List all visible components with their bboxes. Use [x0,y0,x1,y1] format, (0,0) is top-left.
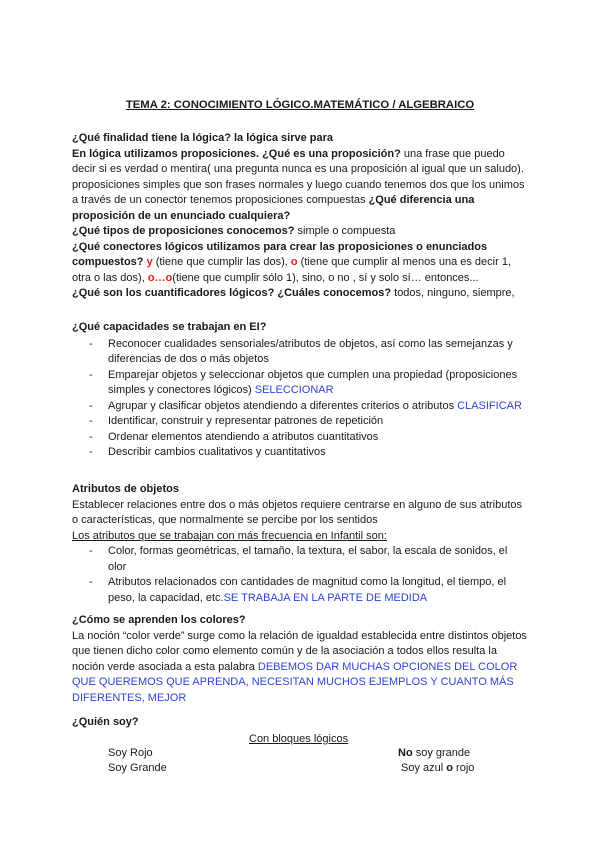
atributos-list [72,544,528,606]
o-word: o [446,762,453,774]
connector-o: o [290,256,298,268]
list-item-text: Reconocer cualidades sensoriales/atributos de objetos, así como las semejanzas y diferencias de dos o más objetos [108,337,513,365]
no-word: No [398,747,413,759]
list-item-text: Agrupar y clasificar objetos atendiendo a diferentes criterios o atributos [108,399,458,412]
cuantificadores-question-text: ¿Qué son los cuantificadores lógicos? ¿Cuáles conocemos? [72,287,392,299]
colores-note: DEBEMOS DAR MUCHAS OPCIONES DEL COLOR QUE QUEREMOS QUE APRENDA, NECESITAN MUCHOS EJEMPLOS Y CUANTO MÁS DIFERENTES, MEJOR [72,660,518,704]
colores-text: La noción “color verde” surge como la relación de igualdad establecida entre distintos objetos que tienen dicho color como elemento común y de la asociación a todos ellos resulta la noción verde asociada a esta palabra [72,629,527,673]
atributos-subheading: Los atributos que se trabajan con más frecuencia en Infantil son: [72,529,387,542]
tipos-question-text: ¿Qué tipos de proposiciones conocemos? [72,225,295,237]
colores-heading: ¿Cómo se aprenden los colores? [72,614,246,626]
connector-y: y [143,256,153,268]
tipos-answer: simple o compuesta [294,225,396,237]
list-item-text: Identificar, construir y representar patrones de repetición [108,415,384,427]
quien-soy-row-1 [72,746,528,762]
soy-azul-text: Soy azul [401,762,447,774]
list-item [72,414,528,430]
list-item [72,399,528,415]
list-item [72,445,528,461]
list-item [72,430,528,446]
bloques-logicos-label: Con bloques lógicos [249,733,349,745]
atributos-section [72,482,528,606]
connector-o-text: (tiene que cumplir al menos una es decir 1, otra o las dos), [72,256,511,284]
list-item-text: Ordenar elementos atendiendo a atributos cuantitativos [108,430,379,443]
soy-azul-o-rojo [401,761,474,777]
list-item [72,368,528,399]
proposicion-question: En lógica utilizamos proposiciones. ¿Qué es una proposición? [72,147,401,160]
finalidad-question-text: ¿Qué finalidad tiene la lógica? [72,132,231,144]
connector-o-o: o…o [147,271,173,284]
finalidad-question [72,131,528,147]
quien-soy-section [72,715,528,731]
proposicion-answer: una frase que puedo decir si es verdad o mentira( una pregunta nunca es una proposición al igual que un saludo). proposiciones simples que son frases normales y luego cuando tenemos dos que los unimos a través de un conector tenemos proposiciones compuestas [72,147,525,206]
diferencia-question: ¿Qué diferencia una proposición de un enunciado cualquiera? [72,194,475,222]
logic-section [72,131,528,302]
no-soy-grande [398,746,470,762]
tipos-question [72,224,528,240]
colores-section [72,613,528,706]
cuantificadores-question [72,286,528,302]
quien-soy-row-2 [72,761,528,777]
connector-y-text: (tiene que cumplir las dos), [152,256,291,268]
list-item-text: Describir cambios cualitativos y cuantitativos [108,446,326,458]
atributos-paragraph: Establecer relaciones entre dos o más objetos requiere centrarse en alguno de sus atributos o características, que normalmente se percibe por los sentidos [72,498,523,526]
colores-paragraph [72,629,528,707]
capacidades-list [72,337,528,461]
conectores-paragraph [72,240,528,287]
soy-grande: Soy Grande [108,762,167,774]
list-item-note: SE TRABAJA EN LA PARTE DE MEDIDA [223,591,428,604]
connector-o-o-text: (tiene que cumplir sólo 1), sino, o no , sí y solo sí… entonces... [172,271,479,284]
capacidades-section [72,320,528,461]
list-item-text: Color, formas geométricas, el tamaño, la textura, el sabor, la escala de sonidos, el olor [108,545,508,573]
rojo-text: rojo [452,762,475,774]
finalidad-answer: la lógica sirve para [230,132,334,144]
list-item [72,337,528,368]
list-item [72,544,528,575]
list-item-text: Atributos relacionados con cantidades de magnitud como la longitud, el tiempo, el peso, la capacidad, etc. [108,576,507,604]
proposicion-paragraph [72,147,528,225]
list-item-note: CLASIFICAR [457,399,522,412]
capacidades-heading: ¿Qué capacidades se trabajan en EI? [72,321,267,333]
list-item-text: Emparejar objetos y seleccionar objetos que cumplen una propiedad (proposiciones simples y conectores lógicos) [108,368,518,396]
list-item [72,575,528,606]
soy-rojo: Soy Rojo [108,747,153,759]
quien-soy-heading: ¿Quién soy? [72,716,139,728]
atributos-heading: Atributos de objetos [72,483,179,495]
soy-grande-text: soy grande [412,747,471,759]
conectores-question: ¿Qué conectores lógicos utilizamos para crear las proposiciones o enunciados compuestos? [72,240,488,268]
cuantificadores-answer: todos, ninguno, siempre, [391,287,515,299]
page-title: TEMA 2: CONOCIMIENTO LÓGICO.MATEMÁTICO / ALGEBRAICO [125,99,475,111]
list-item-note: SELECCIONAR [254,384,334,396]
